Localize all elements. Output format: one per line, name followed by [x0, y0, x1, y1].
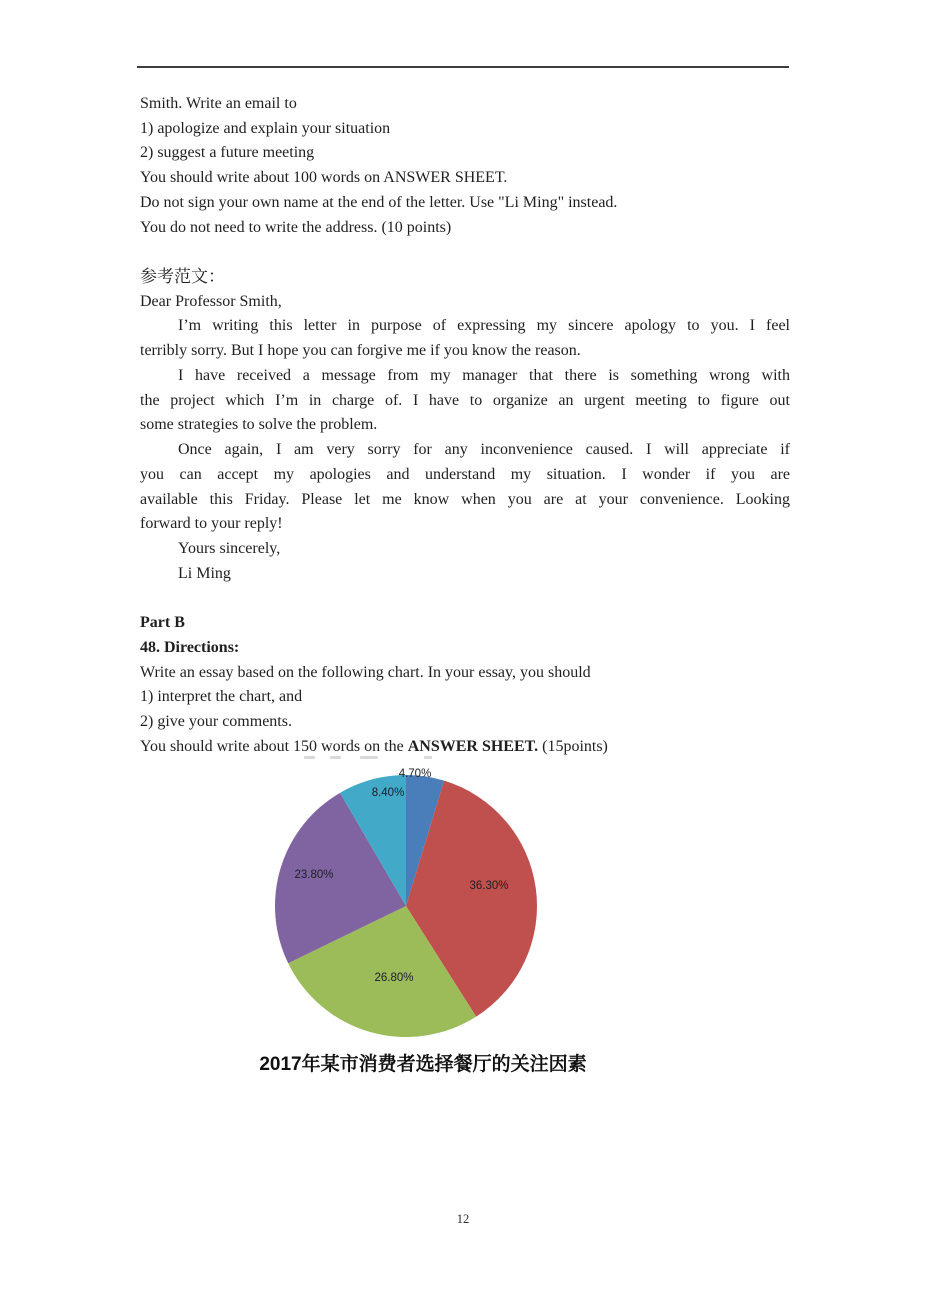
essay-line: terribly sorry. But I hope you can forgive me if you know the reason.: [140, 342, 581, 360]
caption-year: 2017: [259, 1054, 302, 1075]
pie-svg: [274, 773, 538, 1040]
pie-label-cyan: 8.40%: [371, 787, 405, 799]
closing: Yours sincerely,: [178, 539, 281, 557]
essay-line: Once again, I am very sorry for any inconvenience caused. I will appreciate if: [178, 441, 790, 459]
prompt-line: 2) give your comments.: [140, 712, 292, 730]
legend-remnant-mark: [330, 756, 341, 759]
prompt-final-prefix: You should write about 150 words on the: [140, 737, 408, 755]
prompt-final-bold: ANSWER SHEET.: [407, 737, 539, 755]
prompt-line: 2) suggest a future meeting: [140, 144, 315, 162]
legend-remnant-mark: [424, 756, 432, 759]
pie-label-red: 36.30%: [469, 880, 509, 892]
pie-label-green: 26.80%: [374, 972, 414, 984]
page-number: 12: [456, 1212, 470, 1226]
caption-text: 年某市消费者选择餐厅的关注因素: [301, 1054, 587, 1075]
essay-line: you can accept my apologies and understand my situation. I wonder if you are: [140, 465, 790, 483]
chart-caption: [137, 1052, 709, 1078]
prompt-line: Do not sign your own name at the end of the letter. Use "Li Ming" instead.: [140, 193, 618, 211]
blank-line: [140, 240, 790, 265]
legend-remnant-mark: [360, 756, 378, 759]
signature: Li Ming: [178, 564, 231, 582]
blank-line: [140, 586, 790, 611]
salutation: Dear Professor Smith,: [140, 292, 282, 310]
directions-label: 48. Directions:: [140, 638, 240, 656]
prompt-line: You do not need to write the address. (10 points): [140, 218, 452, 236]
legend-remnant-mark: [304, 756, 315, 759]
model-essay-heading: 参考范文：: [140, 267, 225, 287]
prompt-line: You should write about 100 words on ANSWER SHEET.: [140, 169, 508, 187]
essay-line: forward to your reply!: [140, 515, 283, 533]
essay-line: available this Friday. Please let me know when you are at your convenience. Looking: [140, 490, 790, 508]
part-b-title: Part B: [140, 614, 185, 632]
essay-line: the project which I’m in charge of. I have to organize an urgent meeting to figure out: [140, 391, 790, 409]
essay-line: some strategies to solve the problem.: [140, 416, 378, 434]
essay-line: I’m writing this letter in purpose of expressing my sincere apology to you. I feel: [178, 317, 790, 335]
pie-chart: [274, 768, 538, 1040]
prompt-line: 1) interpret the chart, and: [140, 688, 303, 706]
prompt-line: 1) apologize and explain your situation: [140, 119, 391, 137]
text-column: [140, 92, 790, 759]
header-rule: [137, 66, 789, 68]
pie-label-purple: 23.80%: [294, 869, 334, 881]
prompt-final-suffix: (15points): [538, 737, 608, 755]
pie-label-blue: 4.70%: [398, 768, 432, 780]
prompt-line: Write an essay based on the following chart. In your essay, you should: [140, 663, 591, 681]
prompt-line-final: [140, 735, 790, 760]
essay-line: I have received a message from my manager that there is something wrong with: [178, 366, 790, 384]
prompt-line: Smith. Write an email to: [140, 95, 297, 112]
